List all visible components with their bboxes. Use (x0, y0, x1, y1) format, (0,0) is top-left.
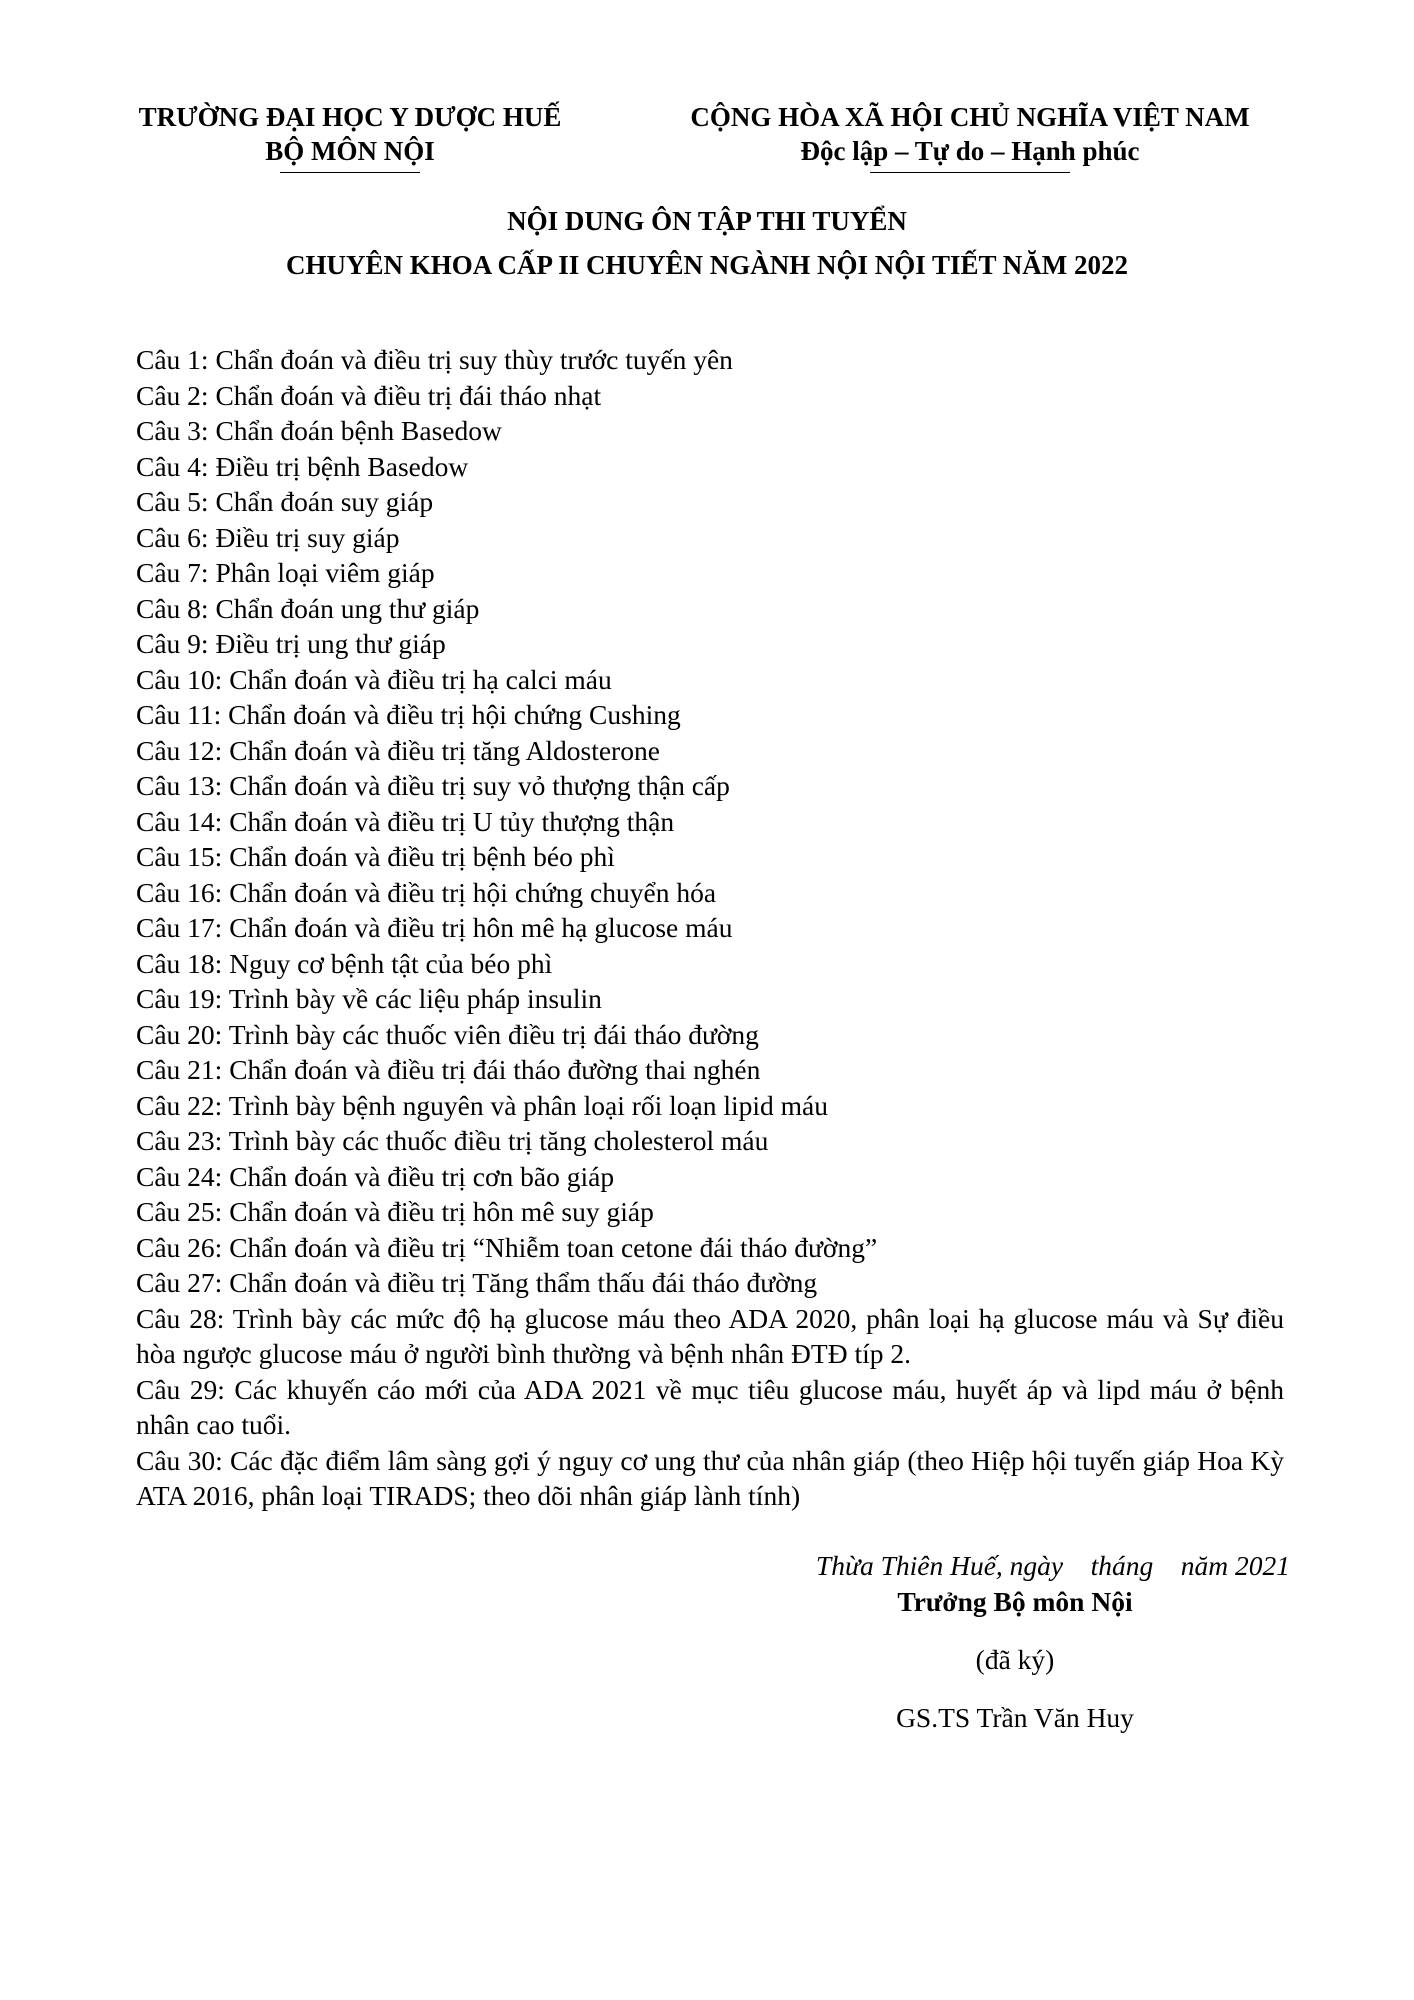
list-item: Câu 30: Các đặc điểm lâm sàng gợi ý nguy cơ ung thư của nhân giáp (theo Hiệp hội tuyến giáp Hoa Kỳ ATA 2016, phân loại TIRADS; theo dõi nhân giáp lành tính) (136, 1444, 1284, 1511)
national-header (660, 100, 1280, 173)
list-item: Câu 18: Nguy cơ bệnh tật của béo phì (136, 947, 553, 979)
list-item: Câu 8: Chẩn đoán ung thư giáp (136, 592, 480, 624)
list-item: Câu 16: Chẩn đoán và điều trị hội chứng chuyển hóa (136, 876, 717, 908)
title-line-1: NỘI DUNG ÔN TẬP THI TUYỂN (507, 206, 907, 236)
list-item: Câu 21: Chẩn đoán và điều trị đái tháo đường thai nghén (136, 1054, 761, 1085)
list-item: Câu 24: Chẩn đoán và điều trị cơn bão giáp (136, 1160, 615, 1192)
list-item: Câu 17: Chẩn đoán và điều trị hôn mê hạ glucose máu (136, 912, 733, 943)
title-line-2: CHUYÊN KHOA CẤP II CHUYÊN NGÀNH NỘI NỘI TIẾT NĂM 2022 (285, 250, 1129, 280)
list-item: Câu 29: Các khuyến cáo mới của ADA 2021 về mục tiêu glucose máu, huyết áp và lipd máu ở bệnh nhân cao tuổi. (136, 1373, 1284, 1440)
list-item: Câu 27: Chẩn đoán và điều trị Tăng thẩm thấu đái tháo đường (136, 1267, 818, 1298)
list-item: Câu 5: Chẩn đoán suy giáp (136, 486, 434, 517)
list-item: Câu 12: Chẩn đoán và điều trị tăng Aldosterone (136, 734, 660, 766)
list-item: Câu 4: Điều trị bệnh Basedow (136, 450, 469, 482)
list-item: Câu 20: Trình bày các thuốc viên điều trị đái tháo đường (136, 1018, 759, 1050)
country-name: CỘNG HÒA XÃ HỘI CHỦ NGHĨA VIỆT NAM (690, 102, 1250, 132)
signature-block (700, 1548, 1290, 1736)
list-item: Câu 25: Chẩn đoán và điều trị hôn mê suy giáp (136, 1196, 654, 1227)
place-date: Thừa Thiên Huế, ngày tháng năm 2021 (815, 1550, 1290, 1581)
list-item: Câu 23: Trình bày các thuốc điều trị tăng cholesterol máu (136, 1125, 769, 1156)
signer-name: GS.TS Trần Văn Huy (896, 1702, 1134, 1733)
list-item: Câu 13: Chẩn đoán và điều trị suy vỏ thượng thận cấp (136, 770, 730, 801)
list-item: Câu 14: Chẩn đoán và điều trị U tủy thượng thận (136, 805, 675, 837)
list-item: Câu 19: Trình bày về các liệu pháp insulin (136, 983, 602, 1014)
document-title (0, 204, 1414, 282)
university-name: TRƯỜNG ĐẠI HỌC Y DƯỢC HUẾ (138, 102, 562, 132)
document-header (0, 100, 1414, 180)
list-item: Câu 2: Chẩn đoán và điều trị đái tháo nhạt (136, 379, 602, 411)
signer-title: Trưởng Bộ môn Nội (897, 1586, 1133, 1617)
list-item: Câu 11: Chẩn đoán và điều trị hội chứng Cushing (136, 699, 681, 730)
list-item: Câu 28: Trình bày các mức độ hạ glucose máu theo ADA 2020, phân loại hạ glucose máu và Sự điều hòa ngược glucose máu ở người bình thường và bệnh nhân ĐTĐ típ 2. (136, 1302, 1284, 1369)
national-motto: Độc lập – Tự do – Hạnh phúc (800, 136, 1140, 166)
list-item: Câu 22: Trình bày bệnh nguyên và phân loại rối loạn lipid máu (136, 1089, 828, 1121)
institution-underline (280, 172, 420, 173)
list-item: Câu 26: Chẩn đoán và điều trị “Nhiễm toan cetone đái tháo đường” (136, 1231, 878, 1263)
question-list (136, 342, 1284, 1514)
institution-header (110, 100, 590, 173)
list-item: Câu 6: Điều trị suy giáp (136, 521, 400, 553)
list-item: Câu 1: Chẩn đoán và điều trị suy thùy trước tuyến yên (136, 344, 733, 375)
signed-note: (đã ký) (975, 1644, 1055, 1675)
list-item: Câu 7: Phân loại viêm giáp (136, 557, 435, 588)
list-item: Câu 9: Điều trị ung thư giáp (136, 628, 446, 659)
list-item: Câu 10: Chẩn đoán và điều trị hạ calci máu (136, 663, 612, 695)
list-item: Câu 15: Chẩn đoán và điều trị bệnh béo phì (136, 841, 615, 872)
department-name: BỘ MÔN NỘI (265, 136, 435, 166)
motto-underline (870, 172, 1070, 173)
list-item: Câu 3: Chẩn đoán bệnh Basedow (136, 415, 502, 446)
